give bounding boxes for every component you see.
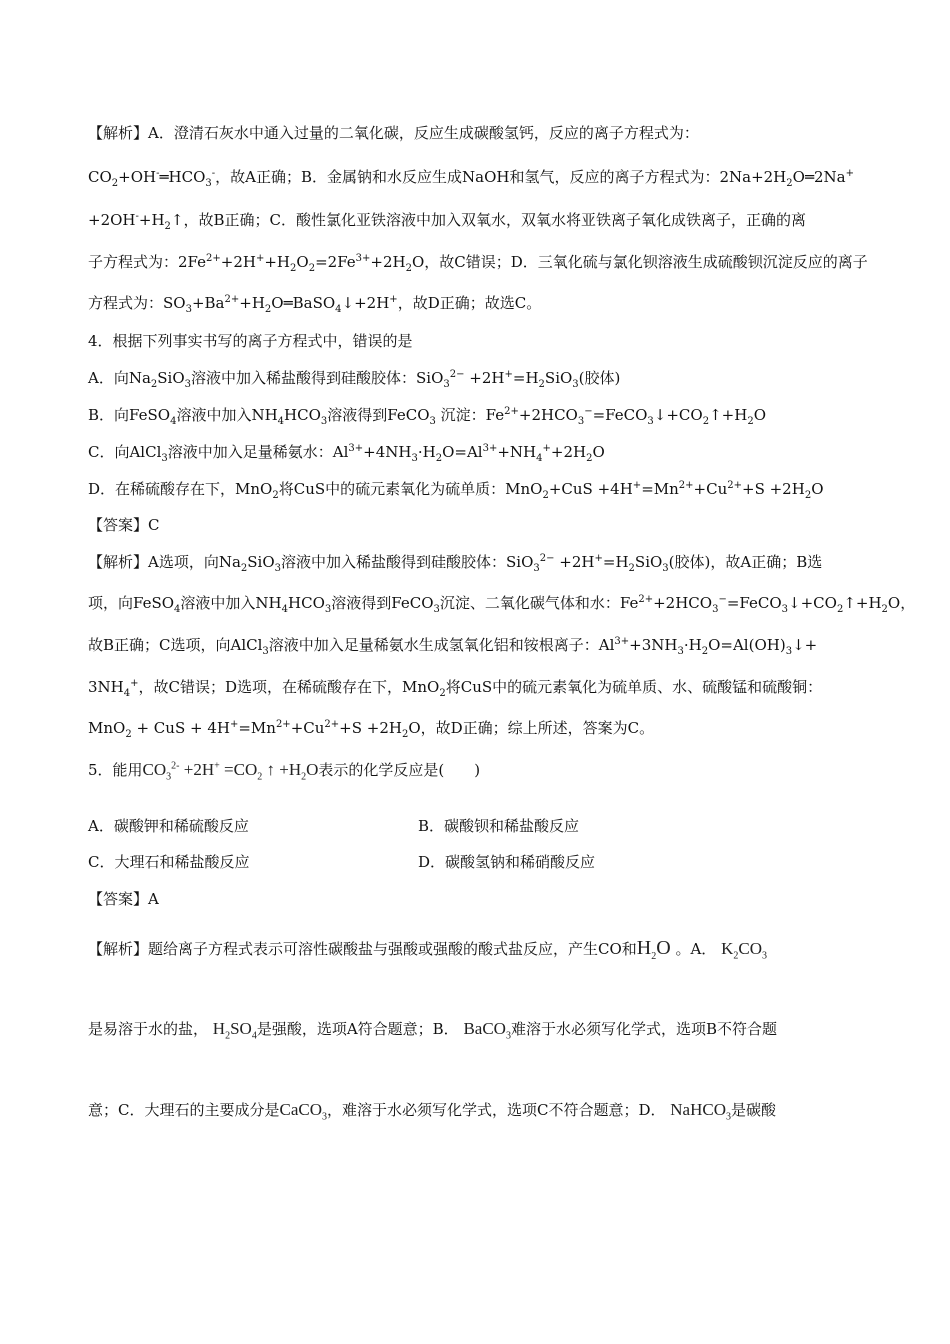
q5-option-d: D．碳酸氢钠和稀硝酸反应: [418, 853, 596, 871]
analysis-line-2: $CO_2+OH^-═HCO_3^-$，故A正确；B．金属钠和水反应生成NaOH和氢气，反应的离子方程式为：$2Na+2H_2O═2Na^+$: [88, 168, 854, 189]
question-4-stem: 4．根据下列事实书写的离子方程式中，错误的是: [88, 332, 413, 350]
analysis2-line-5: MnO$_2$ + CuS + $4H^+=Mn^{2+}+Cu^{2+}+S +2H_2O$，故D正确；综上所述，答案为C。: [88, 719, 655, 740]
analysis2-line-1: 【解析】A选项，向$Na_2SiO_3$溶液中加入稀盐酸得到硅酸胶体：$SiO_3^{2-} +2H^+=H_2SiO_3$(胶体)，故A正确；B选: [88, 553, 823, 574]
analysis3-line-1: 【解析】题给离子方程式表示可溶性碳酸盐与强酸或强酸的酸式盐反应，产生CO和$H_2O$ 。A． $K_2CO_3$: [88, 937, 767, 962]
ionic-equation-formula: $CO_3^{2-} +2H^+ =CO_2$ ↑ $+H_2O$: [142, 760, 319, 783]
analysis3-line-3: 意；C．大理石的主要成分是CaCO$_3$，难溶于水必须写化学式，选项C不符合题意；D． NaHCO$_3$是碳酸: [88, 1100, 777, 1123]
q5-option-c: C．大理石和稀盐酸反应: [88, 853, 250, 871]
q5-answer: 【答案】A: [88, 890, 159, 908]
analysis2-line-3: 故B正确；C选项，向AlCl$_3$溶液中加入足量稀氨水生成氢氧化铝和铵根离子：$Al^{3+}+3NH_3\cdot H_2O=Al(OH)_3↓+$: [88, 636, 818, 657]
q4-option-c: C．向AlCl$_3$溶液中加入足量稀氨水：$Al^{3+}+4NH_3\cdot H_2O=Al^{3+}+NH_4^++2H_2O$: [88, 443, 605, 464]
analysis-line-3: $+2OH^-+H_2↑$，故B正确；C．酸性氯化亚铁溶液中加入双氧水，双氧水将亚铁离子氧化成铁离子，正确的离: [88, 211, 806, 232]
analysis-line-5: 方程式为：$SO_3+Ba^{2+}+H_2O═BaSO_4↓+2H^+$，故D正确；故选C。: [88, 294, 542, 315]
analysis-line-1: 【解析】A．澄清石灰水中通入过量的二氧化碳，反应生成碳酸氢钙，反应的离子方程式为：: [88, 124, 699, 142]
question-5-stem: 5．能用$CO_3^{2-} +2H^+ =CO_2$ ↑ $+H_2O$表示的化学反应是( ): [88, 760, 481, 783]
analysis2-line-4: $3NH_4^+$，故C错误；D选项，在稀硫酸存在下，MnO$_2$将CuS中的硫元素氧化为硫单质、水、硫酸锰和硫酸铜：: [88, 678, 823, 699]
analysis-line-4: 子方程式为：$2Fe^{2+}+2H^++H_2O_2=2Fe^{3+}+2H_2O$，故C错误；D．三氧化硫与氯化钡溶液生成硫酸钡沉淀反应的离子: [88, 253, 868, 274]
q4-option-b: B．向FeSO$_4$溶液中加入$NH_4HCO_3$溶液得到FeCO$_3$ 沉淀：$Fe^{2+}+2HCO_3^-=FeCO_3↓+CO_2↑+H_2O$: [88, 406, 766, 427]
q5-option-a: A．碳酸钾和稀硫酸反应: [88, 817, 249, 835]
q4-option-d: D．在稀硫酸存在下，MnO$_2$将CuS中的硫元素氧化为硫单质：$MnO_2+CuS +4H^+=Mn^{2+}+Cu^{2+}+S +2H_2O$: [88, 480, 824, 501]
q5-option-b: B．碳酸钡和稀盐酸反应: [418, 817, 580, 835]
q4-answer: 【答案】C: [88, 516, 160, 534]
analysis3-line-2: 是易溶于水的盐， $H_2SO_4$是强酸，选项A符合题意；B． BaCO$_3$难溶于水必须写化学式，选项B不符合题: [88, 1019, 777, 1042]
q4-option-a: A．向$Na_2SiO_3$溶液中加入稀盐酸得到硅酸胶体：$SiO_3^{2-} +2H^+=H_2SiO_3$(胶体): [88, 369, 621, 390]
analysis2-line-2: 项，向FeSO$_4$溶液中加入$NH_4HCO_3$溶液得到FeCO$_3$沉淀、二氧化碳气体和水：$Fe^{2+}+2HCO_3^-=FeCO_3↓+CO_2↑+H_2O$，: [88, 594, 916, 615]
